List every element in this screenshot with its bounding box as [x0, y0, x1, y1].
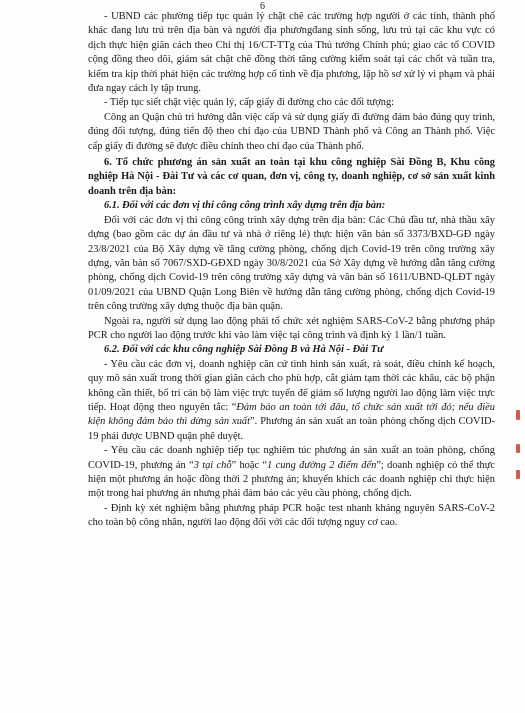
- paragraph-cong-an-quan: Công an Quận chủ trì hướng dẫn việc cấp và sử dụng giấy đi đường đảm bảo đúng quy trình, đúng đối tượng, đúng tiến độ theo chỉ đạo của UBND Thành phố và Công an Thành phố. Việc cấp giấy đi đường sẽ được điều chỉnh theo chỉ đạo của Thành phố.: [88, 111, 495, 152]
- paragraph-dinh-ky-xet-nghiem: - Định kỳ xét nghiệm bằng phương pháp PCR hoặc test nhanh kháng nguyên SARS-CoV-2 cho toàn bộ công nhân, người lao động đối với các đối tượng nguy cơ cao.: [88, 502, 495, 529]
- paragraph-giay-di-duong: - Tiếp tục siết chặt việc quản lý, cấp giấy đi đường cho các đối tượng:: [104, 97, 395, 109]
- paragraph-yeu-cau-don-vi: [88, 358, 495, 444]
- section-heading-6: 6. Tổ chức phương án sản xuất an toàn tại khu công nghiệp Sài Đồng B, Khu công nghiệp Hà Nội - Đài Tư và các cơ quan, đơn vị, công ty, doanh nghiệp, cơ sở sản xuất kinh doanh trên địa bàn:: [88, 157, 495, 197]
- text-run: - Yêu cầu các đơn vị, doanh nghiệp căn cứ tình hình sản xuất, rà soát, điều chỉnh kế hoạch, quy mô sản xuất trong thời gian giãn cách cho phù hợp, cắt giảm tạm thời các khâu, các bộ phận không cần thiết, bố trí cán bộ làm việc trực tuyến để giảm số lượng người lao động làm việc trực tiếp. Hoạt động theo nguyên tắc: “: [88, 358, 495, 413]
- text-run: ”. Phương án sản xuất an toàn phòng chống dịch COVID-19 phải được UBND quận phê duyệt.: [88, 416, 495, 442]
- paragraph-xet-nghiem-pcr: Ngoài ra, người sử dụng lao động phải tổ chức xét nghiệm SARS-CoV-2 bằng phương pháp PCR cho người lao động trước khi vào làm việc tại công trình và định kỳ 1 lần/1 tuần.: [88, 315, 495, 341]
- text-run: - Yêu cầu các doanh nghiệp tiếp tục nghiêm túc phương án sản xuất an toàn phòng, chống COVID-19, phương án “: [88, 445, 495, 471]
- text-run: ” hoặc “: [231, 459, 268, 471]
- paragraph-cong-trinh-xay-dung: Đối với các đơn vị thi công công trình xây dựng trên địa bàn: Các Chủ đầu tư, nhà thầu xây dựng (bao gồm các dự án đầu tư và nhà ở riêng lẻ) thực hiện văn bản số 3373/BXD-GĐ ngày 23/8/2021 của Bộ Xây dựng về tăng cường phòng, chống dịch Covid-19 trên công trường xây dựng, văn bản số 7067/SXD-GĐXD ngày 30/8/2021 của Sở Xây dựng về hướng dẫn tăng cường phòng, chống dịch Covid-19 trên công trường xây dựng và văn bản số 1611/UBND-QLĐT ngày 01/09/2021 của UBND Quận Long Biên về hướng dẫn tăng cường phòng, chống dịch Covid-19 trên công trường xây dựng thuộc địa bàn quận.: [88, 214, 495, 313]
- margin-mark: [516, 410, 520, 420]
- subsection-heading-6-1: 6.1. Đối với các đơn vị thi công công trình xây dựng trên địa bàn:: [104, 200, 386, 212]
- italic-quote: 3 tại chỗ: [193, 459, 232, 471]
- margin-mark: [516, 470, 520, 479]
- paragraph-phuong-an-san-xuat: [88, 444, 495, 502]
- page-number: 6: [260, 1, 265, 12]
- text-run: ”; doanh nghiệp có thể thực hiện một phương án hoặc đồng thời 2 phương án; khuyến khích các doanh nghiệp chỉ thực hiện một trong hai phương án nhưng phải đảm bảo các yêu cầu phòng, chống dịch.: [88, 459, 495, 500]
- paragraph-ubnd-phuong: - UBND các phường tiếp tục quản lý chặt chẽ các trường hợp người ở các tỉnh, thành phố khác đang lưu trú trên địa bàn và người địa phươngđang sinh sống, lưu trú tại các khu vực có dịch thực hiện giãn cách theo Chỉ thị 16/CT-TTg của Thủ tướng Chính phủ; giao các tổ COVID cộng đồng theo dõi, giám sát chặt chẽ đồng thời tăng cường kiểm soát tại các chốt và tuần tra, kiểm tra kịp thời phát hiện các trường hợp cố tình về địa phương, lập hồ sơ xử lý vi phạm và phải đưa ngay cách ly tập trung.: [88, 11, 495, 95]
- italic-quote: 1 cung đường 2 điểm đến: [267, 459, 377, 471]
- subsection-heading-6-2: 6.2. Đối với các khu công nghiệp Sài Đồng B và Hà Nội - Đài Tư: [104, 344, 384, 356]
- italic-quote: Đảm bảo an toàn tới đâu, tổ chức sản xuất tới đó; nếu điều kiện không đảm bảo thì dừng sản xuất: [88, 401, 495, 428]
- margin-mark: [516, 444, 520, 453]
